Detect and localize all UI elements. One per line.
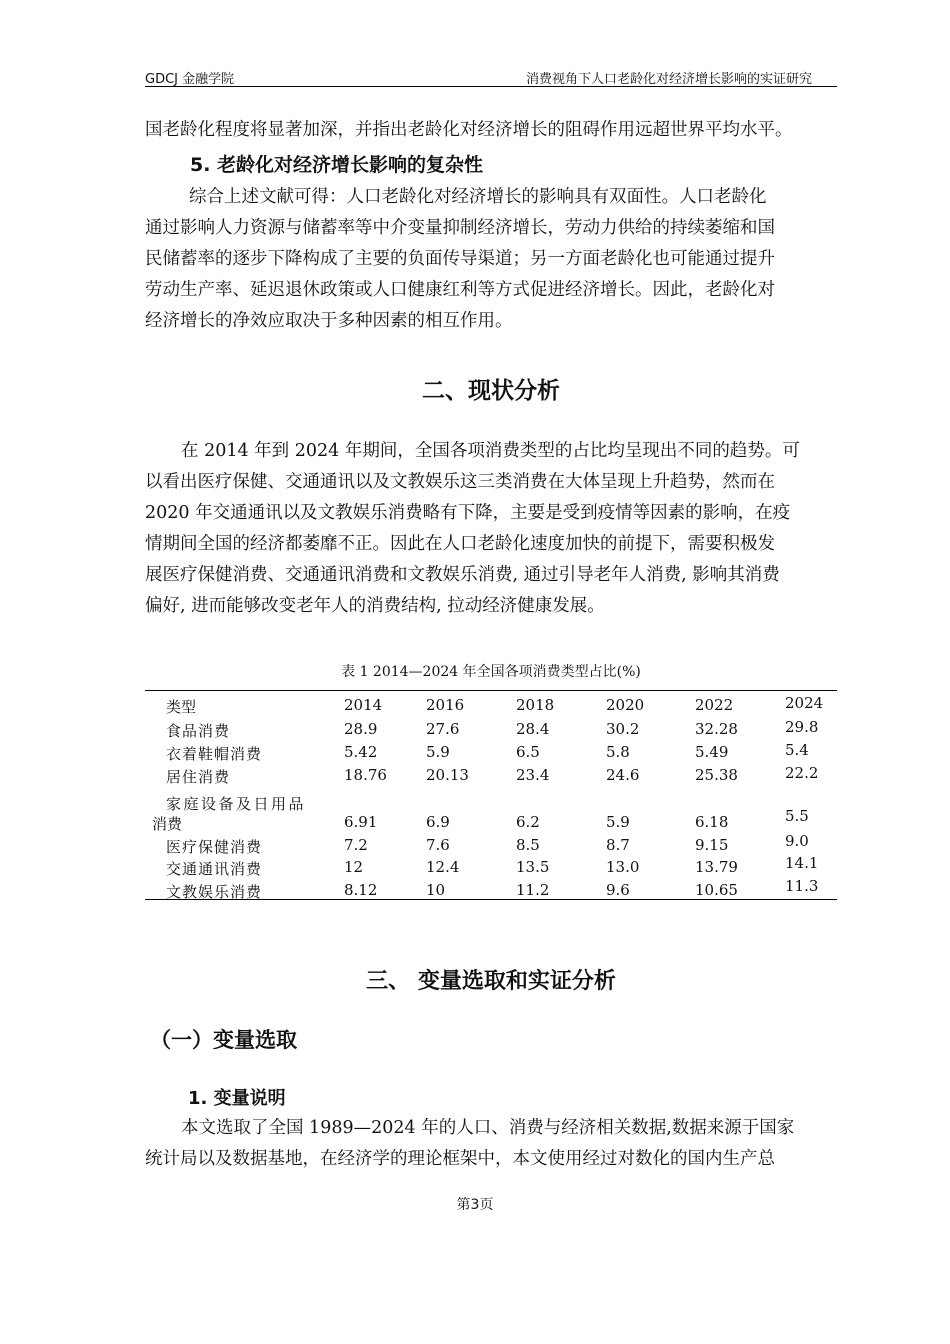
table-caption: 表 1 2014—2024 年全国各项消费类型占比(%): [341, 664, 641, 680]
table-row-label: 家庭设备及日用品: [166, 795, 307, 813]
table-header-year: 2018: [516, 696, 555, 714]
table-cell: 13.5: [516, 858, 550, 876]
table-cell: 5.49: [695, 743, 729, 761]
table-cell: 13.79: [695, 858, 738, 876]
section-5-heading: 5. 老龄化对经济增长影响的复杂性: [190, 154, 484, 176]
table-cell: 10: [426, 881, 446, 899]
table-cell: 30.2: [606, 720, 640, 738]
header-right: 消费视角下人口老龄化对经济增长影响的实证研究: [525, 72, 812, 87]
table-cell: 9.0: [785, 832, 809, 850]
table-top-rule: [145, 690, 837, 691]
section-2-title: 二、现状分析: [422, 378, 560, 404]
table-cell: 12: [344, 858, 364, 876]
table-cell: 6.5: [516, 743, 540, 761]
table-cell: 10.65: [695, 881, 738, 899]
table-header-year: 2016: [426, 696, 465, 714]
table-cell: 6.2: [516, 813, 540, 831]
table-cell: 9.6: [606, 881, 630, 899]
section-3-line-1: 本文选取了全国 1989—2024 年的人口、消费与经济相关数据,数据来源于国家: [181, 1118, 795, 1138]
subsubsection-1-title: 1. 变量说明: [188, 1088, 286, 1109]
section-5-line-1: 综合上述文献可得：人口老龄化对经济增长的影响具有双面性。人口老龄化: [189, 187, 767, 207]
table-cell: 28.4: [516, 720, 550, 738]
section-5-line-4: 劳动生产率、延迟退休政策或人口健康红利等方式促进经济增长。因此，老龄化对: [145, 280, 775, 300]
table-cell: 12.4: [426, 858, 460, 876]
table-cell: 8.12: [344, 881, 378, 899]
table-row-label: 医疗保健消费: [166, 838, 263, 856]
table-header-year: 2020: [606, 696, 645, 714]
table-row-label: 衣着鞋帽消费: [166, 745, 263, 763]
table-cell: 11.3: [785, 877, 819, 895]
table-cell: 28.9: [344, 720, 378, 738]
section-2-line-3: 2020 年交通通讯以及文教娱乐消费略有下降，主要是受到疫情等因素的影响，在疫: [145, 503, 791, 523]
table-cell: 5.5: [785, 807, 809, 825]
table-cell: 25.38: [695, 766, 738, 784]
table-cell: 14.1: [785, 854, 819, 872]
table-cell: 8.5: [516, 836, 540, 854]
section-2-line-5: 展医疗保健消费、交通通讯消费和文教娱乐消费, 通过引导老年人消费, 影响其消费: [145, 565, 780, 585]
table-row-label: 居住消费: [166, 768, 231, 786]
subsection-1-title: （一）变量选取: [150, 1028, 297, 1052]
section-3-title: 三、 变量选取和实证分析: [366, 969, 616, 994]
table-cell: 11.2: [516, 881, 550, 899]
table-cell: 5.42: [344, 743, 378, 761]
section-2-line-4: 情期间全国的经济都萎靡不正。因此在人口老龄化速度加快的前提下，需要积极发: [145, 534, 775, 554]
table-cell: 5.9: [606, 813, 630, 831]
table-cell: 32.28: [695, 720, 738, 738]
intro-line: 国老龄化程度将显著加深，并指出老龄化对经济增长的阻碍作用远超世界平均水平。: [145, 120, 793, 140]
table-cell: 29.8: [785, 718, 819, 736]
section-2-line-2: 以看出医疗保健、交通通讯以及文教娱乐这三类消费在大体呈现上升趋势，然而在: [145, 472, 775, 492]
table-cell: 24.6: [606, 766, 640, 784]
page-number: 第3页: [456, 1197, 494, 1213]
table-cell: 9.15: [695, 836, 729, 854]
section-2-line-1: 在 2014 年到 2024 年期间，全国各项消费类型的占比均呈现出不同的趋势。可: [181, 441, 800, 461]
table-cell: 22.2: [785, 764, 819, 782]
header-left: GDCJ 金融学院: [145, 72, 235, 87]
table-header-year: 2022: [695, 696, 734, 714]
table-cell: 6.18: [695, 813, 729, 831]
table-cell: 20.13: [426, 766, 469, 784]
table-row-label: 食品消费: [166, 722, 231, 740]
table-cell: 7.2: [344, 836, 368, 854]
table-row-label: 交通通讯消费: [166, 860, 263, 878]
table-row-label: 文教娱乐消费: [166, 883, 263, 901]
table-cell: 13.0: [606, 858, 640, 876]
table-cell: 6.9: [426, 813, 450, 831]
table-header-type: 类型: [166, 698, 197, 716]
section-2-line-6: 偏好, 进而能够改变老年人的消费结构, 拉动经济健康发展。: [145, 596, 605, 616]
table-cell: 7.6: [426, 836, 450, 854]
table-cell: 8.7: [606, 836, 630, 854]
section-5-line-2: 通过影响人力资源与储蓄率等中介变量抑制经济增长，劳动力供给的持续萎缩和国: [145, 218, 775, 238]
table-cell: 5.8: [606, 743, 630, 761]
table-cell: 27.6: [426, 720, 460, 738]
table-cell: 23.4: [516, 766, 550, 784]
section-5-line-3: 民储蓄率的逐步下降构成了主要的负面传导渠道；另一方面老龄化也可能通过提升: [145, 249, 775, 269]
table-row-label-continued: 消费: [152, 815, 183, 833]
section-5-line-5: 经济增长的净效应取决于多种因素的相互作用。: [145, 311, 513, 331]
header-rule: [145, 86, 837, 87]
table-header-year: 2014: [344, 696, 383, 714]
table-cell: 5.4: [785, 741, 809, 759]
table-header-year: 2024: [785, 694, 824, 712]
table-cell: 5.9: [426, 743, 450, 761]
table-cell: 6.91: [344, 813, 378, 831]
table-cell: 18.76: [344, 766, 387, 784]
table-bottom-rule: [145, 899, 837, 900]
section-3-line-2: 统计局以及数据基地，在经济学的理论框架中，本文使用经过对数化的国内生产总: [145, 1149, 775, 1169]
